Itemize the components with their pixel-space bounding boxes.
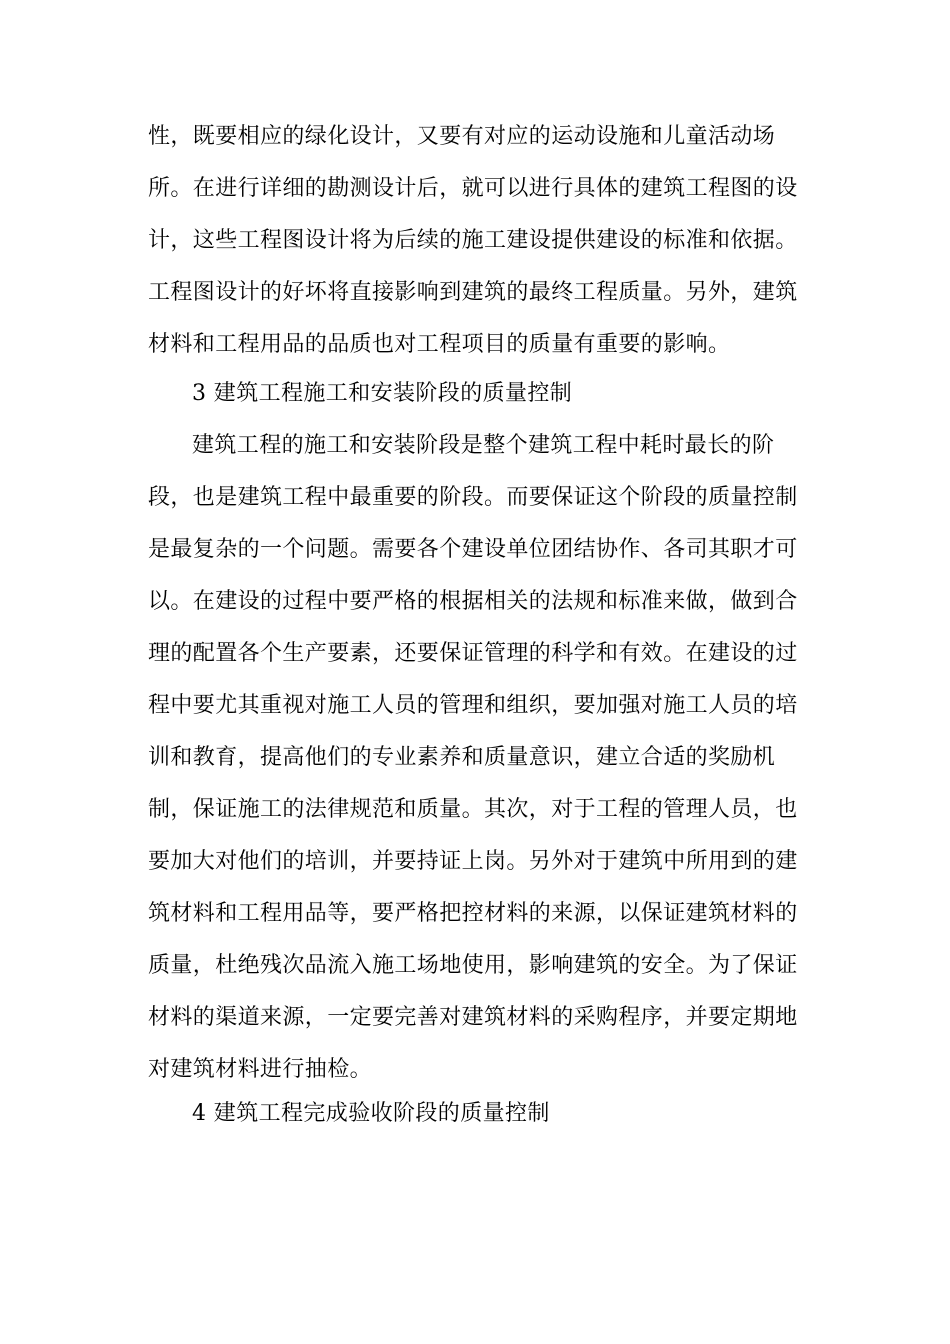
text-line-5: 材料和工程用品的品质也对工程项目的质量有重要的影响。 — [148, 332, 731, 357]
section-heading-3: 3 建筑工程施工和安装阶段的质量控制 — [192, 381, 573, 406]
text-line-19: 对建筑材料进行抽检。 — [148, 1057, 373, 1082]
text-line-11: 理的配置各个生产要素，还要保证管理的科学和有效。在建设的过 — [148, 641, 798, 666]
text-line-4: 工程图设计的好坏将直接影响到建筑的最终工程质量。另外，建筑 — [148, 280, 798, 305]
text-line-7: 建筑工程的施工和安装阶段是整个建筑工程中耗时最长的阶 — [192, 433, 775, 458]
text-line-17: 质量，杜绝残次品流入施工场地使用，影响建筑的安全。为了保证 — [148, 953, 798, 978]
section-heading-4: 4 建筑工程完成验收阶段的质量控制 — [192, 1101, 550, 1126]
text-line-1: 性，既要相应的绿化设计，又要有对应的运动设施和儿童活动场 — [148, 124, 776, 149]
text-line-9: 是最复杂的一个问题。需要各个建设单位团结协作、各司其职才可 — [148, 537, 798, 562]
text-line-15: 要加大对他们的培训，并要持证上岗。另外对于建筑中所用到的建 — [148, 849, 798, 874]
text-line-13: 训和教育，提高他们的专业素养和质量意识，建立合适的奖励机 — [148, 745, 776, 770]
text-line-14: 制，保证施工的法律规范和质量。其次，对于工程的管理人员，也 — [148, 797, 798, 822]
text-line-12: 程中要尤其重视对施工人员的管理和组织，要加强对施工人员的培 — [148, 693, 798, 718]
text-line-16: 筑材料和工程用品等，要严格把控材料的来源，以保证建筑材料的 — [148, 901, 798, 926]
text-line-8: 段，也是建筑工程中最重要的阶段。而要保证这个阶段的质量控制 — [148, 485, 798, 510]
text-line-2: 所。在进行详细的勘测设计后，就可以进行具体的建筑工程图的设 — [148, 176, 798, 201]
text-line-18: 材料的渠道来源，一定要完善对建筑材料的采购程序，并要定期地 — [148, 1005, 798, 1030]
text-line-3: 计，这些工程图设计将为后续的施工建设提供建设的标准和依据。 — [148, 228, 798, 253]
text-line-10: 以。在建设的过程中要严格的根据相关的法规和标准来做，做到合 — [148, 589, 798, 614]
